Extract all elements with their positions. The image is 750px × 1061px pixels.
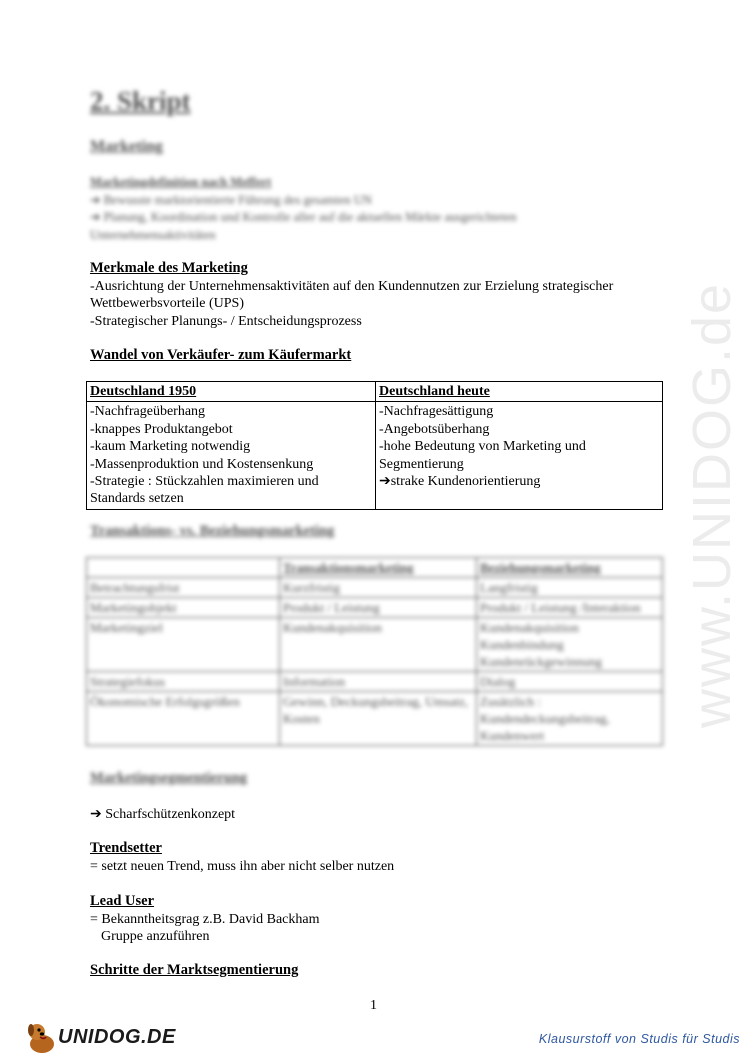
table-cell: Produkt / Leistung [280,598,477,618]
list-item: Standards setzen [90,491,184,507]
table-row [87,402,663,509]
schritte-block [90,962,670,980]
leaduser-block [90,893,670,946]
segmentierung-heading: Marketingsegmentierung [90,770,248,786]
definition-heading: Marketingdefinition nach Meffert [90,175,272,189]
watermark-text: www.UNIDOG.de [682,281,742,729]
list-item: -knappes Produktangebot [90,421,233,437]
merkmale-block [90,260,670,330]
table-header-cell: Deutschland 1950 [87,382,376,402]
unidog-logo[interactable] [22,1020,182,1056]
table-header-cell [87,558,280,578]
list-item: -hohe Bedeutung von Marketing und [379,439,586,455]
table-row [87,692,663,746]
section-title: Marketing [90,138,163,155]
segmentierung-heading-block [90,770,670,788]
list-item: Segmentierung [379,456,464,472]
logo-text: UNIDOG.DE [58,1026,176,1048]
segmentierung-line: ➔ Scharfschützenkonzept [90,807,236,822]
list-item: ➔strake Kundenorientierung [379,474,541,490]
merkmale-heading: Merkmale des Marketing [90,260,248,276]
list-item: -Angebotsüberhang [379,421,490,437]
vergleich-heading: Transaktions- vs. Beziehungsmarketing [90,523,335,539]
transaction-relationship-table [86,557,663,746]
table-cell: Gewinn, Deckungsbeitrag, Umsatz, Kosten [280,692,477,746]
market-comparison-table [86,381,663,510]
table-cell: Betrachtungsfrist [87,578,280,598]
table-header-row [87,558,663,578]
table-cell: Marketingobjekt [87,598,280,618]
footer-tagline: Klausurstoff von Studis für Studis [538,1032,740,1046]
merkmale-line-1: -Ausrichtung der Unternehmensaktivitäten auf den Kundennutzen zur Erzielung strategischer [90,278,614,294]
leaduser-line-1: = Bekanntheitsgrag z.B. David Backham [90,911,320,927]
table-cell [87,402,376,509]
footer [0,1010,750,1060]
trendsetter-line: = setzt neuen Trend, muss ihn aber nicht selber nutzen [90,858,395,874]
segmentierung-line-block [90,806,670,824]
definition-line-2: ➔ Planung, Koordination und Kontrolle aller auf die aktuellen Märkte ausgerichteten [90,210,517,224]
table-row [87,672,663,692]
definition-line-1: ➔ Bewusste marktorientierte Führung des gesamten UN [90,192,372,207]
table-header-row [87,382,663,402]
table-header-cell: Deutschland heute [376,382,663,402]
trendsetter-block [90,840,670,875]
list-item: -Massenproduktion und Kostensenkung [90,456,314,472]
list-item: -kaum Marketing notwendig [90,439,251,455]
table-cell: Ökonomische Erfolgsgrößen [87,692,280,746]
merkmale-line-2: Wettbewerbsvorteile (UPS) [90,296,244,311]
trendsetter-heading: Trendsetter [90,840,162,856]
table-cell: Dialog [477,672,663,692]
table-cell: Information [280,672,477,692]
table-row [87,618,663,672]
wandel-block [90,347,670,365]
table-cell: Kundenakquisition [280,618,477,672]
leaduser-line-2: Gruppe anzuführen [101,929,210,944]
page-number: 1 [370,998,377,1013]
list-item: -Nachfrageüberhang [90,404,206,420]
table-cell: Kundenakquisition Kundenbindung Kundenrückgewinnung [477,618,663,672]
table-header-cell: Transaktionsmarketing [280,558,477,578]
merkmale-line-3: -Strategischer Planungs- / Entscheidungsprozess [90,313,362,329]
table-cell: Produkt / Leistung /Interaktion [477,598,663,618]
definition-line-3: Unternehmensaktivitäten [90,227,216,242]
schritte-heading: Schritte der Marktsegmentierung [90,962,299,978]
table-cell: Marketingziel [87,618,280,672]
table-cell [376,402,663,509]
document-title: 2. Skript [90,86,191,116]
table-cell: Zusätzlich : Kundendeckungsbeitrag, Kundenwert [477,692,663,746]
table-cell: Kurzfristig [280,578,477,598]
definition-block [90,174,670,244]
dog-mascot-icon [22,1020,62,1056]
table-cell: Langfristig [477,578,663,598]
table-row [87,578,663,598]
table-cell: Strategiefokus [87,672,280,692]
wandel-heading: Wandel von Verkäufer- zum Käufermarkt [90,347,352,363]
list-item: -Nachfragesättigung [379,404,494,420]
table-header-cell: Beziehungsmarketing [477,558,663,578]
leaduser-heading: Lead User [90,893,155,909]
vergleich-block [90,523,670,541]
list-item: -Strategie : Stückzahlen maximieren und [90,474,319,490]
table-row [87,598,663,618]
